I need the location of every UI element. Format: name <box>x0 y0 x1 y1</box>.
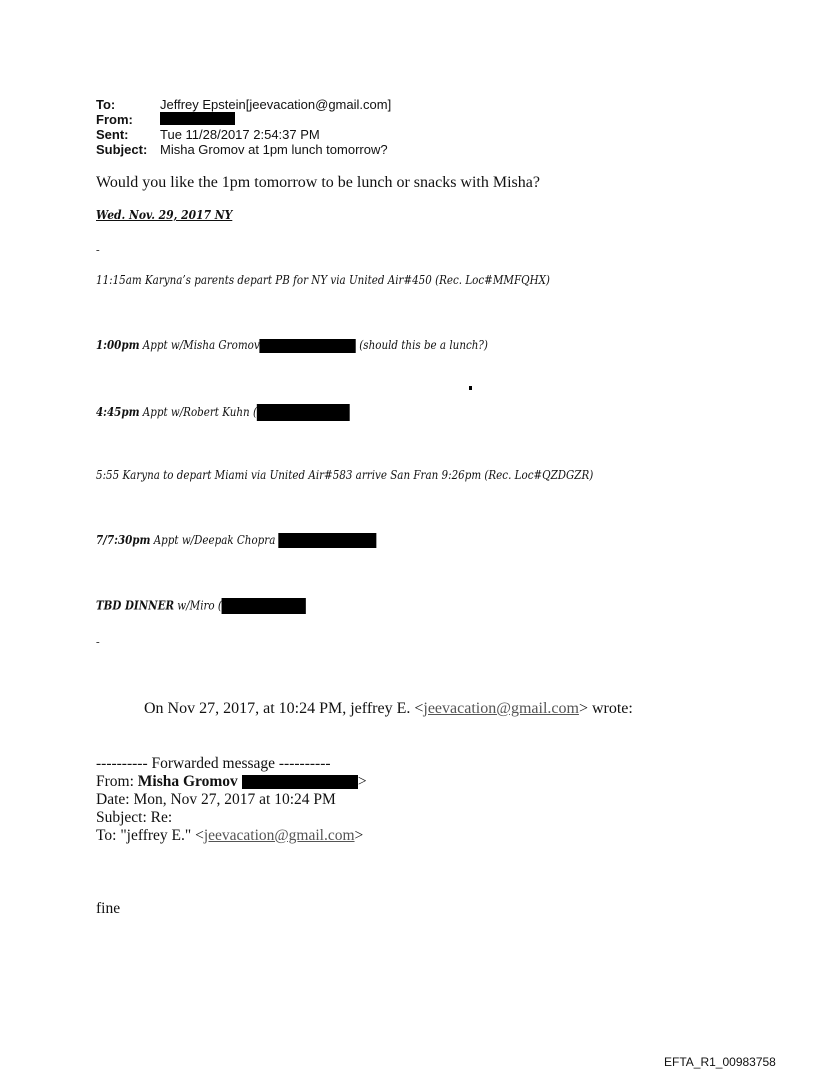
sent-row <box>96 127 656 142</box>
redaction-block <box>160 112 235 125</box>
quote-intro-text: On Nov 27, 2017, at 10:24 PM, jeffrey E. < <box>144 700 424 717</box>
to-end: > <box>354 827 364 844</box>
forwarded-subject: Subject: Re: <box>96 809 173 826</box>
redaction-block <box>257 404 350 421</box>
sent-value: Tue 11/28/2017 2:54:37 PM <box>160 127 320 142</box>
redaction-block <box>260 339 356 353</box>
schedule-time: 4:45pm <box>96 405 140 419</box>
forwarded-to <box>96 827 367 845</box>
schedule-text: Appt w/Misha Gromov <box>139 338 260 352</box>
schedule-item <box>96 533 377 548</box>
to-label: To: <box>96 97 116 112</box>
from-row <box>96 112 656 127</box>
forwarded-block <box>96 755 367 845</box>
schedule-item: 11:15am Karyna’s parents depart PB for NY via United Air#450 (Rec. Loc#MMFQHX) <box>96 273 550 287</box>
document-id: EFTA_R1_00983758 <box>664 1055 776 1069</box>
subject-row <box>96 142 656 157</box>
schedule-item: 5:55 Karyna to depart Miami via United Air#583 arrive San Fran 9:26pm (Rec. Loc#QZDGZR) <box>96 468 594 482</box>
schedule-item <box>96 404 350 421</box>
schedule-text: Appt w/Deepak Chopra <box>150 533 279 547</box>
schedule-date: Wed. Nov. 29, 2017 NY <box>96 207 233 222</box>
schedule-item <box>96 338 488 353</box>
schedule-text: Appt w/Robert Kuhn ( <box>139 405 257 419</box>
redaction-block <box>242 775 358 789</box>
from-label: From: <box>96 112 133 127</box>
redaction-block <box>279 533 377 548</box>
email-link[interactable]: jeevacation@gmail.com <box>423 700 579 717</box>
forwarded-from <box>96 773 367 791</box>
to-row <box>96 97 656 112</box>
to-prefix: To: "jeffrey E." < <box>96 827 204 844</box>
schedule-item <box>96 598 306 614</box>
from-name: Misha Gromov <box>137 773 238 790</box>
reply-text: fine <box>96 900 121 917</box>
stray-mark <box>469 386 472 390</box>
from-prefix: From: <box>96 773 138 790</box>
schedule-time: TBD DINNER <box>96 598 175 613</box>
to-value: Jeffrey Epstein[jeevacation@gmail.com] <box>160 97 392 112</box>
body-question: Would you like the 1pm tomorrow to be lunch or snacks with Misha? <box>96 174 540 191</box>
email-link[interactable]: jeevacation@gmail.com <box>203 827 355 844</box>
email-header <box>96 97 656 161</box>
subject-value: Misha Gromov at 1pm lunch tomorrow? <box>160 142 388 157</box>
quote-intro <box>144 700 633 718</box>
quote-intro-end: > wrote: <box>578 700 633 717</box>
subject-label: Subject: <box>96 142 148 157</box>
forwarded-marker: ---------- Forwarded message ---------- <box>96 755 331 772</box>
dash-separator: - <box>96 636 100 648</box>
schedule-note: (should this be a lunch?) <box>355 338 488 352</box>
dash-separator: - <box>96 244 100 256</box>
sent-label: Sent: <box>96 127 129 142</box>
schedule-text: w/Miro ( <box>174 598 222 613</box>
schedule-time: 1:00pm <box>96 338 140 352</box>
forwarded-date: Date: Mon, Nov 27, 2017 at 10:24 PM <box>96 791 336 808</box>
schedule-time: 7/7:30pm <box>96 533 151 547</box>
from-end: > <box>357 773 367 790</box>
redaction-block <box>222 598 306 614</box>
